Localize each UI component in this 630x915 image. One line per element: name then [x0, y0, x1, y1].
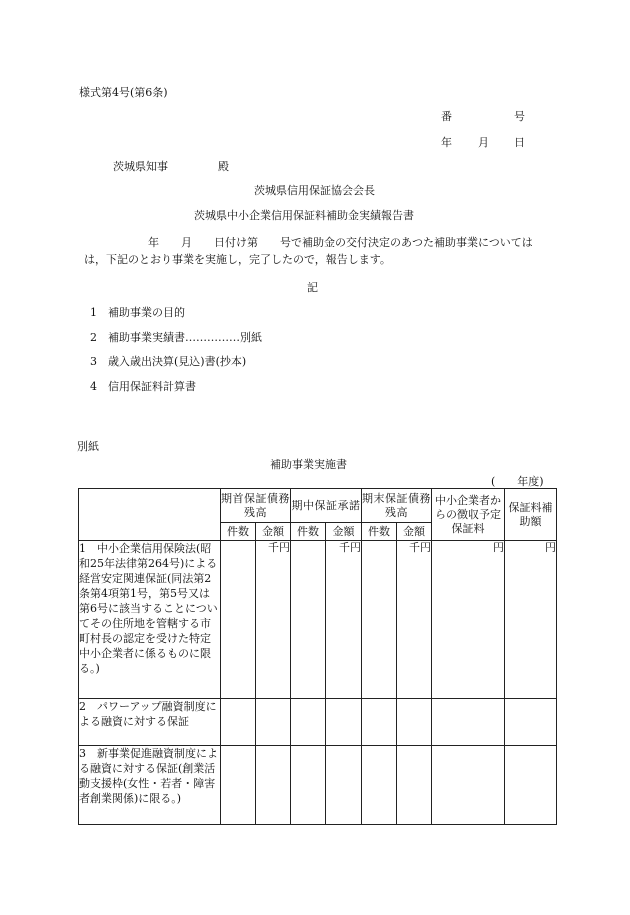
- report-title: 茨城県中小企業信用保証料補助金実績報告書: [194, 209, 414, 222]
- header-expected-fee: 中小企業者からの徴収予定保証料: [432, 489, 505, 541]
- cell-amount[interactable]: [397, 699, 432, 746]
- subheader-amount: 金額: [397, 523, 432, 541]
- cell-count[interactable]: [221, 746, 256, 825]
- cell-fee-subsidy[interactable]: [505, 746, 557, 825]
- item-3: 3 歳入歳出決算(見込)書(抄本): [90, 355, 247, 368]
- row-category: 1 中小企業信用保険法(昭和25年法律第264号)による経営安定関連保証(同法第2条第4項第1号，第5号又は第6号に該当することについてその住所地を管轄する市町村長の認定を受けた特定中小企業者に係るものに限る。): [79, 541, 221, 699]
- form-number: 様式第4号(第6条): [79, 86, 168, 99]
- addressee-name: 茨城県知事: [113, 160, 168, 173]
- date-year: 年: [441, 136, 452, 149]
- table-row: [79, 541, 557, 699]
- cell-count[interactable]: [362, 699, 397, 746]
- cell-count[interactable]: [291, 699, 326, 746]
- subheader-amount: 金額: [256, 523, 291, 541]
- cell-count[interactable]: [291, 746, 326, 825]
- cell-expected-fee[interactable]: 円: [432, 541, 505, 699]
- item-2: 2 補助事業実績書……………別紙: [90, 331, 262, 344]
- cell-amount[interactable]: [326, 746, 362, 825]
- row-category: 3 新事業促進融資制度による融資に対する保証(創業活動支援枠(女性・若者・障害者創業関係)に限る。): [79, 746, 221, 825]
- subheader-count: 件数: [291, 523, 326, 541]
- date-month: 月: [478, 136, 489, 149]
- attachment-label: 別紙: [77, 440, 99, 453]
- cell-expected-fee[interactable]: [432, 746, 505, 825]
- subheader-amount: 金額: [326, 523, 362, 541]
- ref-number-go: 号: [514, 110, 525, 123]
- header-period-guarantee: 期中保証承諾: [291, 489, 362, 523]
- cell-amount[interactable]: 千円: [256, 541, 291, 699]
- cell-count[interactable]: [362, 541, 397, 699]
- date-day: 日: [514, 136, 525, 149]
- body-line-2: は，下記のとおり事業を実施し，完了したので，報告します。: [84, 253, 391, 266]
- table-row: [79, 699, 557, 746]
- ki-heading: 記: [307, 281, 318, 294]
- cell-amount[interactable]: [326, 699, 362, 746]
- cell-count[interactable]: [221, 541, 256, 699]
- ref-number-ban: 番: [441, 110, 452, 123]
- cell-count[interactable]: [291, 541, 326, 699]
- subheader-count: 件数: [362, 523, 397, 541]
- fiscal-year: ( 年度): [491, 475, 544, 488]
- cell-count[interactable]: [221, 699, 256, 746]
- header-fee-subsidy: 保証料補助額: [505, 489, 557, 541]
- item-4: 4 信用保証料計算書: [90, 380, 196, 393]
- cell-amount[interactable]: 千円: [326, 541, 362, 699]
- header-opening-balance: 期首保証債務残高: [221, 489, 291, 523]
- cell-amount[interactable]: [397, 746, 432, 825]
- item-1: 1 補助事業の目的: [90, 306, 185, 319]
- cell-expected-fee[interactable]: [432, 699, 505, 746]
- body-line-1: 年 月 日付け第 号で補助金の交付決定のあつた補助事業については: [148, 236, 533, 249]
- implementation-table: [78, 488, 557, 825]
- cell-count[interactable]: [362, 746, 397, 825]
- cell-amount[interactable]: 千円: [397, 541, 432, 699]
- body-text: [84, 234, 550, 268]
- cell-fee-subsidy[interactable]: [505, 699, 557, 746]
- header-closing-balance: 期末保証債務残高: [362, 489, 432, 523]
- sender: 茨城県信用保証協会会長: [254, 184, 375, 197]
- row-category: 2 パワーアップ融資制度による融資に対する保証: [79, 699, 221, 746]
- cell-fee-subsidy[interactable]: 円: [505, 541, 557, 699]
- cell-amount[interactable]: [256, 699, 291, 746]
- addressee-honorific: 殿: [218, 160, 229, 173]
- attachment-title: 補助事業実施書: [270, 458, 347, 471]
- subheader-count: 件数: [221, 523, 256, 541]
- header-blank: [79, 489, 221, 541]
- table-row: [79, 746, 557, 825]
- cell-amount[interactable]: [256, 746, 291, 825]
